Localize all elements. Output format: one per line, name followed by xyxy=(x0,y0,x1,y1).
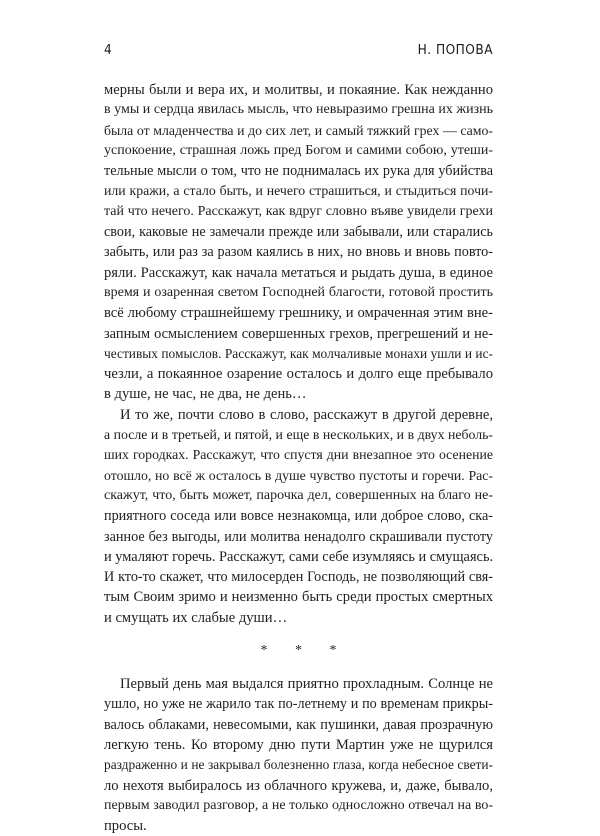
text-line: И кто-то скажет, что милосерден Господь, не позволяющий свя- xyxy=(104,569,493,586)
text-line: время и озаренная светом Господней благости, готовой простить xyxy=(104,284,493,300)
body-text xyxy=(104,80,493,836)
text-line: чезли, а покаянное озарение осталось и долго еще пребывало xyxy=(104,366,493,383)
text-line: Первый день мая выдался приятно прохладным. Солнце не xyxy=(120,676,493,693)
text-line: и смущать их слабые души… xyxy=(104,609,288,626)
text-line: честивых помыслов. Расскажут, как молчаливые монахи ушли и ис- xyxy=(104,345,493,361)
text-line: ряли. Расскажут, как начала метаться и рыдать душа, в единое xyxy=(104,264,493,281)
text-line: легкую тень. Ко второму дню пути Мартин уже не щурился xyxy=(104,736,493,753)
text-line: забыть, или раз за разом каялись в них, но вновь и вновь повто- xyxy=(104,244,493,261)
text-line: тым Своим зримо и неизменно быть среди простых смертных xyxy=(104,589,493,606)
text-line: занное без выгоды, или молитва ненадолго скрашивали пустоту xyxy=(104,528,493,545)
text-line: успокоение, страшная ложь пред Богом и самими собою, утеши- xyxy=(104,142,493,158)
running-head xyxy=(104,42,493,60)
text-line: в умы и сердца явилась мысль, что невыразимо грешна их жизнь xyxy=(104,102,493,118)
section-separator: * * * xyxy=(260,643,349,659)
text-line: приятного соседа или вовсе незнакомца, или доброе слово, ска- xyxy=(104,508,493,525)
text-line: ло нехотя выбиралось из облачного кружева, и, даже, бывало, xyxy=(104,777,493,794)
paragraph-2 xyxy=(104,405,493,628)
text-line: а после и в третьей, и пятой, и еще в нескольких, и в двух неболь- xyxy=(104,427,493,443)
text-line: первым заводил разговор, а не только односложно отвечал на во- xyxy=(104,797,493,813)
text-line: в душе, не час, не два, не день… xyxy=(104,386,307,403)
text-line: мерны были и вера их, и молитвы, и покаяние. Как нежданно xyxy=(104,82,493,98)
text-line: свои, каковые не замечали прежде или забывали, или старались xyxy=(104,224,493,241)
text-line: была от младенчества и до сих лет, и самый тяжкий грех — само- xyxy=(104,122,493,138)
text-line: всё любому страшнейшему грешнику, и омраченная этим вне- xyxy=(104,305,493,322)
text-line: скажут, что, быть может, парочка дел, совершенных на благо не- xyxy=(104,487,493,503)
text-line: отошло, но всё ж осталось в душе чувство пустоты и горечи. Рас- xyxy=(104,467,493,483)
text-line: тай что нечего. Расскажут, как вдруг словно въяве увидели грехи xyxy=(104,203,493,219)
text-line: валось облаками, невесомыми, как пушинки, давая прозрачную xyxy=(104,716,493,733)
paragraph-3 xyxy=(104,674,493,836)
text-line: и умаляют горечь. Расскажут, сами себе изумляясь и смущаясь. xyxy=(104,548,493,565)
text-line: тельные мысли о том, что не поднималась их рука для убийства xyxy=(104,163,493,180)
paragraph-1 xyxy=(104,80,493,405)
page-number: 4 xyxy=(104,42,113,58)
text-line: ушло, но уже не жарило так по-летнему и по временам прикры- xyxy=(104,696,493,713)
text-line: ших городках. Расскажут, что спустя дни внезапное это осенение xyxy=(104,447,493,463)
text-line: просы. xyxy=(104,818,147,835)
text-line: раздраженно и не закрывал болезненно глаза, когда небесное свети- xyxy=(104,757,493,773)
running-head-author: Н. ПОПОВА xyxy=(417,42,493,58)
text-line: или кражи, а стало быть, и нечего страшиться, и стыдиться почи- xyxy=(104,183,493,199)
spacer xyxy=(104,628,493,636)
spacer xyxy=(104,666,493,674)
text-line: запным осмыслением совершенных грехов, прегрешений и не- xyxy=(104,325,493,342)
text-line: И то же, почти слово в слово, расскажут в другой деревне, xyxy=(120,406,493,423)
